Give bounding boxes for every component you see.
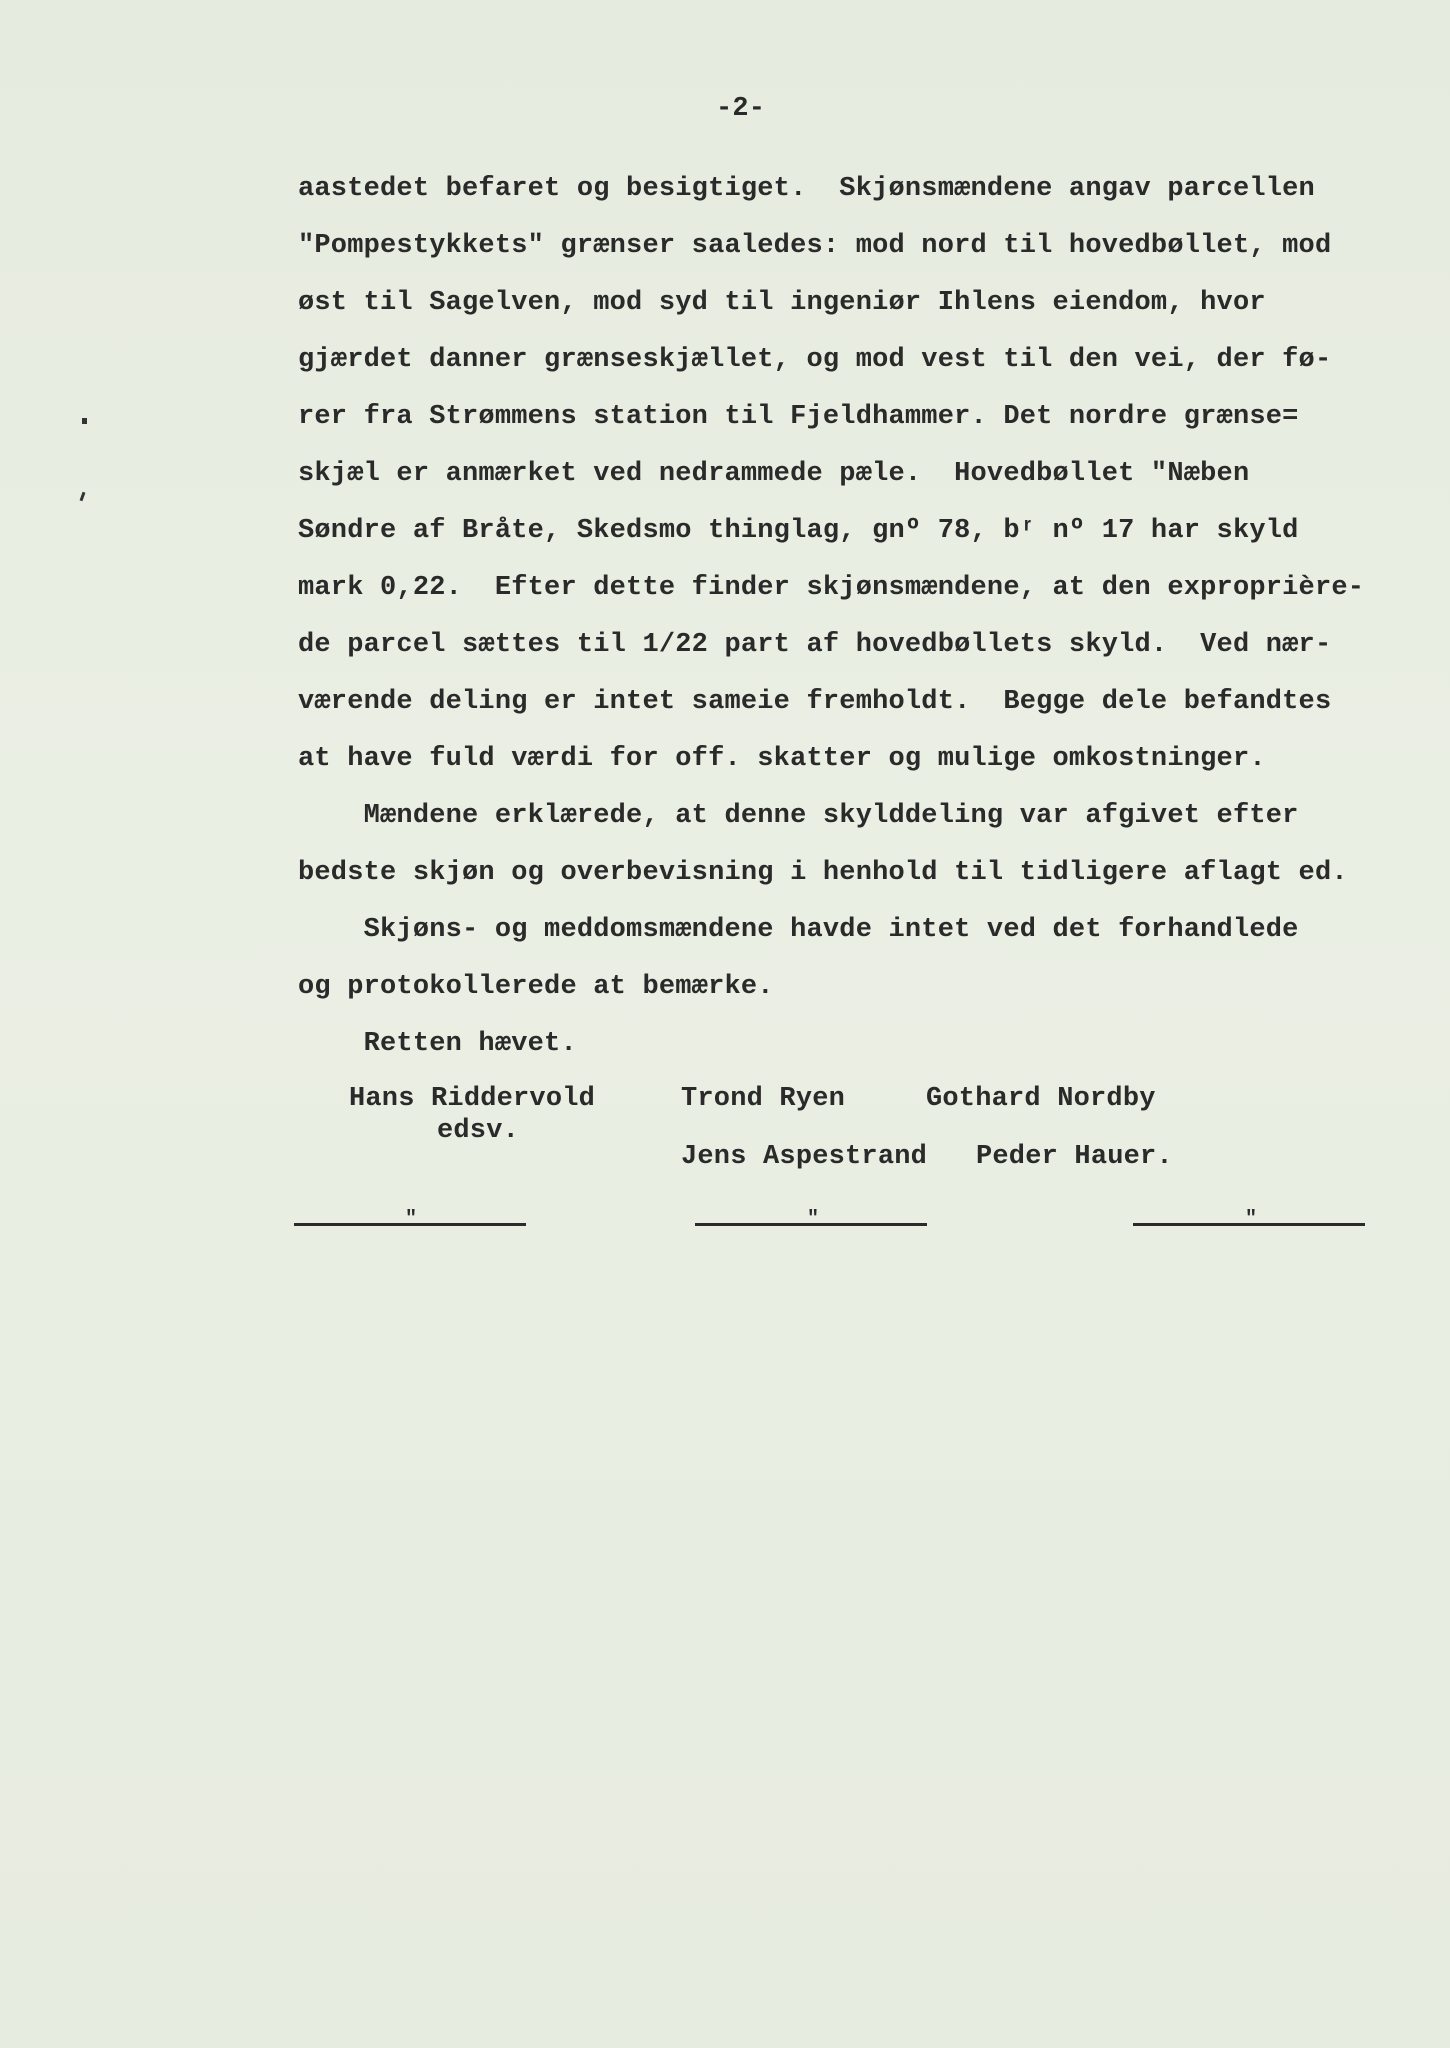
signature-gothard-nordby: Gothard Nordby xyxy=(926,1084,1156,1114)
page-number: -2- xyxy=(716,94,766,124)
text-line-13: bedste skjøn og overbevisning i henhold til tidligere aflagt ed. xyxy=(298,858,1348,888)
signature-peder-hauer: Peder Hauer. xyxy=(976,1142,1173,1172)
ditto-mark-middle: " xyxy=(807,1208,820,1231)
text-line-2: "Pompestykkets" grænser saaledes: mod nord til hovedbøllet, mod xyxy=(298,231,1332,261)
signature-hans-riddervold: Hans Riddervold xyxy=(349,1084,596,1114)
text-line-1: aastedet befaret og besigtiget. Skjønsmændene angav parcellen xyxy=(298,174,1315,204)
text-line-14: Skjøns- og meddomsmændene havde intet ved det forhandlede xyxy=(298,915,1299,945)
text-line-6: skjæl er anmærket ved nedrammede pæle. Hovedbøllet "Næben xyxy=(298,459,1250,489)
text-line-11: at have fuld værdi for off. skatter og mulige omkostninger. xyxy=(298,744,1266,774)
margin-dot xyxy=(82,418,87,424)
text-line-10: værende deling er intet sameie fremholdt. Begge dele befandtes xyxy=(298,687,1332,717)
text-line-5: rer fra Strømmens station til Fjeldhammer. Det nordre grænse= xyxy=(298,402,1299,432)
text-line-15: og protokollerede at bemærke. xyxy=(298,972,774,1002)
text-line-9: de parcel sættes til 1/22 part af hovedbøllets skyld. Ved nær- xyxy=(298,630,1332,660)
text-line-16: Retten hævet. xyxy=(298,1029,577,1059)
text-line-8: mark 0,22. Efter dette finder skjønsmændene, at den exproprière- xyxy=(298,573,1365,603)
margin-tick xyxy=(80,492,86,501)
text-line-4: gjærdet danner grænseskjællet, og mod vest til den vei, der fø- xyxy=(298,345,1332,375)
text-line-3: øst til Sagelven, mod syd til ingeniør Ihlens eiendom, hvor xyxy=(298,288,1266,318)
ditto-mark-left: " xyxy=(405,1208,418,1231)
signature-jens-aspestrand: Jens Aspestrand xyxy=(681,1142,928,1172)
text-line-12: Mændene erklærede, at denne skylddeling var afgivet efter xyxy=(298,801,1299,831)
signature-trond-ryen: Trond Ryen xyxy=(681,1084,846,1114)
signature-note-edsv: edsv. xyxy=(437,1116,520,1146)
text-line-7: Søndre af Bråte, Skedsmo thinglag, gnº 78, bʳ nº 17 har skyld xyxy=(298,516,1299,546)
ditto-mark-right: " xyxy=(1245,1208,1258,1231)
